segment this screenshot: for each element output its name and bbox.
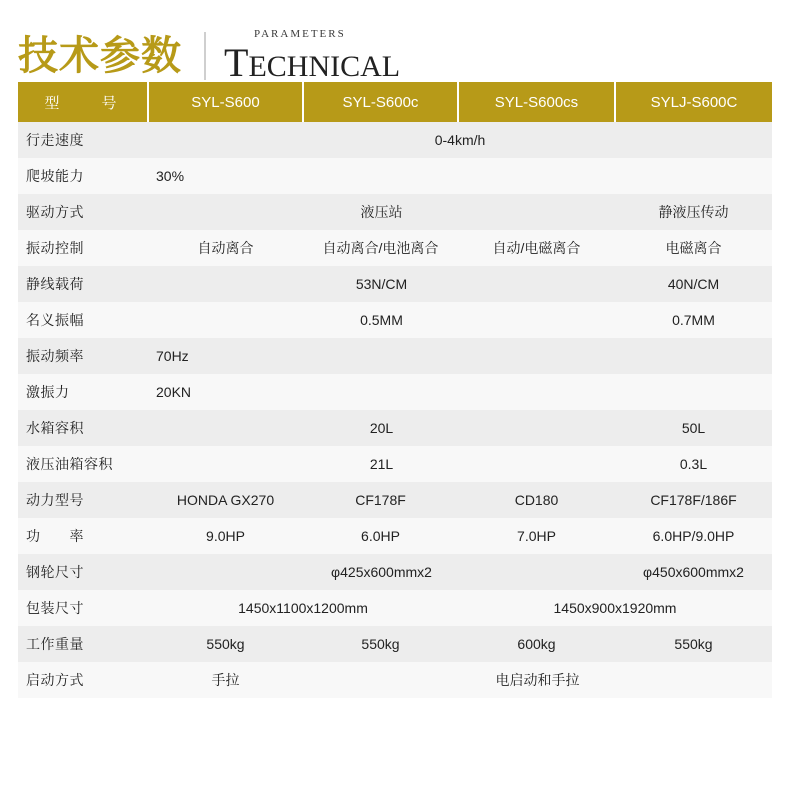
row-value-cell: 液压站 <box>148 194 615 230</box>
table-row <box>18 194 772 230</box>
row-value-cell: 电磁离合 <box>615 230 772 266</box>
row-value-cell: 0.7MM <box>615 302 772 338</box>
row-value-cell: 静液压传动 <box>615 194 772 230</box>
spec-table <box>18 82 772 698</box>
row-value-cell: 53N/CM <box>148 266 615 302</box>
row-label: 液压油箱容积 <box>18 446 148 482</box>
page-subtitle: PARAMETERS <box>254 28 346 40</box>
table-row <box>18 374 772 410</box>
row-value-cell: CD180 <box>458 482 615 518</box>
title-en-cap: T <box>224 40 249 85</box>
table-row <box>18 518 772 554</box>
table-header-row <box>18 82 772 122</box>
row-label: 激振力 <box>18 374 148 410</box>
spec-table-wrapper <box>0 82 790 698</box>
row-value-cell: φ425x600mmx2 <box>148 554 615 590</box>
table-row <box>18 338 772 374</box>
row-value-cell: 9.0HP <box>148 518 303 554</box>
table-row <box>18 626 772 662</box>
table-row <box>18 122 772 158</box>
row-value-cell: 70Hz <box>148 338 772 374</box>
page-title-en-main <box>224 40 401 85</box>
row-label: 工作重量 <box>18 626 148 662</box>
table-header-model-label: 型 号 <box>18 82 148 122</box>
page-header <box>0 0 790 85</box>
table-row <box>18 662 772 698</box>
row-value-cell: 0.3L <box>615 446 772 482</box>
row-value-cell: 40N/CM <box>615 266 772 302</box>
table-header-col-3: SYL-S600cs <box>458 82 615 122</box>
row-label: 钢轮尺寸 <box>18 554 148 590</box>
page-title: 技术参数 <box>18 33 182 79</box>
title-en-rest: ECHNICAL <box>248 50 401 83</box>
table-row <box>18 230 772 266</box>
row-label: 爬坡能力 <box>18 158 148 194</box>
row-value-cell: 50L <box>615 410 772 446</box>
row-value-cell: 6.0HP <box>303 518 458 554</box>
row-label: 名义振幅 <box>18 302 148 338</box>
row-value-cell: 550kg <box>615 626 772 662</box>
table-row <box>18 590 772 626</box>
row-value-cell: φ450x600mmx2 <box>615 554 772 590</box>
row-value-cell: CF178F <box>303 482 458 518</box>
row-label: 行走速度 <box>18 122 148 158</box>
row-value-cell: 自动离合 <box>148 230 303 266</box>
row-label: 水箱容积 <box>18 410 148 446</box>
row-value-cell: CF178F/186F <box>615 482 772 518</box>
title-divider <box>204 32 206 80</box>
row-value-cell: 550kg <box>148 626 303 662</box>
row-value-cell: 21L <box>148 446 615 482</box>
row-label: 包装尺寸 <box>18 590 148 626</box>
table-row <box>18 158 772 194</box>
table-row <box>18 554 772 590</box>
row-value-cell: 30% <box>148 158 772 194</box>
row-value-cell: 20KN <box>148 374 772 410</box>
row-value-cell: 自动离合/电池离合 <box>303 230 458 266</box>
row-value-cell: 20L <box>148 410 615 446</box>
row-value-cell: 0.5MM <box>148 302 615 338</box>
row-label: 动力型号 <box>18 482 148 518</box>
table-row <box>18 410 772 446</box>
spec-table-body <box>18 82 772 698</box>
table-row <box>18 302 772 338</box>
row-value-cell: 电启动和手拉 <box>303 662 772 698</box>
table-header-col-2: SYL-S600c <box>303 82 458 122</box>
table-row <box>18 482 772 518</box>
row-value-cell: 1450x1100x1200mm <box>148 590 458 626</box>
row-label: 启动方式 <box>18 662 148 698</box>
row-value-cell: 6.0HP/9.0HP <box>615 518 772 554</box>
row-value-cell: 600kg <box>458 626 615 662</box>
row-value-cell: 1450x900x1920mm <box>458 590 772 626</box>
row-value-cell: 7.0HP <box>458 518 615 554</box>
table-header-col-1: SYL-S600 <box>148 82 303 122</box>
row-label: 驱动方式 <box>18 194 148 230</box>
row-label: 功 率 <box>18 518 148 554</box>
row-value-cell: HONDA GX270 <box>148 482 303 518</box>
row-value-cell: 自动/电磁离合 <box>458 230 615 266</box>
row-value-cell: 0-4km/h <box>148 122 772 158</box>
table-header-col-4: SYLJ-S600C <box>615 82 772 122</box>
row-label: 静线载荷 <box>18 266 148 302</box>
row-value-cell: 550kg <box>303 626 458 662</box>
table-row <box>18 446 772 482</box>
row-label: 振动频率 <box>18 338 148 374</box>
page-title-english <box>224 29 400 83</box>
table-row <box>18 266 772 302</box>
row-label: 振动控制 <box>18 230 148 266</box>
row-value-cell: 手拉 <box>148 662 303 698</box>
